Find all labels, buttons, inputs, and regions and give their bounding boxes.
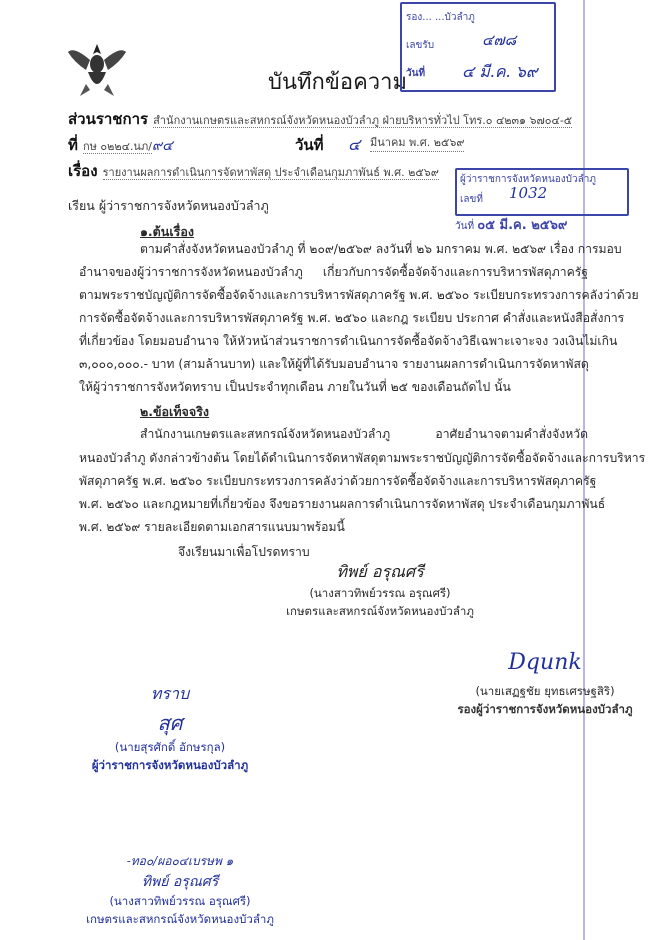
signer-position: เกษตรและสหกรณ์จังหวัดหนองบัวลำภู — [86, 912, 274, 926]
governor-receipt-stamp — [455, 168, 629, 216]
section2-line: พ.ศ. ๒๕๖๐ และกฎหมายที่เกี่ยวข้อง จึงขอรายงานผลการดำเนินการจัดหาพัสดุ ประจำเดือนกุมภาพันธ์ — [79, 497, 606, 511]
handwritten-note: -ทอ๐/ผอ๐๔เบรษพ ๑ — [126, 854, 234, 868]
stamp-no-label: เลขรับ — [406, 40, 435, 51]
addressee: เรียน ผู้ว่าราชการจังหวัดหนองบัวลำภู — [68, 198, 269, 213]
date-value: มีนาคม พ.ศ. ๒๕๖๙ — [370, 133, 464, 152]
ref-label: ที่ — [68, 136, 78, 154]
section1-line: ตามพระราชบัญญัติการจัดซื้อจัดจ้างและการบริหารพัสดุภาครัฐ พ.ศ. ๒๕๖๐ ระเบียบกระทรวงการคลังว่าด้วย — [79, 288, 639, 302]
closing-line: จึงเรียนมาเพื่อโปรดทราบ — [178, 545, 310, 559]
stamp-header: ผู้ว่าราชการจังหวัดหนองบัวลำภู — [460, 174, 596, 185]
garuda-emblem-icon — [66, 40, 128, 98]
signature: สุศ — [157, 711, 183, 735]
signature: Dqunk — [508, 650, 582, 675]
section1-line: อำนาจของผู้ว่าราชการจังหวัดหนองบัวลำภู เกี่ยวกับการจัดซื้อจัดจ้างและการบริหารพัสดุภาครัฐ — [79, 265, 588, 279]
stamp-date-label: วันที่ — [455, 221, 475, 232]
signer-name: (นางสาวทิพย์วรรณ อรุณศรี) — [309, 586, 451, 600]
signer-position: รองผู้ว่าราชการจังหวัดหนองบัวลำภู — [457, 702, 633, 716]
subject-value: รายงานผลการดำเนินการจัดหาพัสดุ ประจำเดือนกุมภาพันธ์ พ.ศ. ๒๕๖๙ — [102, 166, 439, 179]
stamp-date-label: วันที่ — [406, 68, 426, 79]
signer-position: ผู้ว่าราชการจังหวัดหนองบัวลำภู — [91, 758, 249, 772]
ref-handwritten: ๙๔ — [151, 138, 173, 154]
section1-line: ให้ผู้ว่าราชการจังหวัดทราบ เป็นประจำทุกเดือน ภายในวันที่ ๒๕ ของเดือนถัดไป นั้น — [79, 380, 511, 394]
date-handwritten: ๔ — [348, 135, 361, 154]
section2-line: สำนักงานเกษตรและสหกรณ์จังหวัดหนองบัวลำภู อาศัยอำนาจตามคำสั่งจังหวัด — [140, 427, 588, 441]
stamp-no-value: ๔๗๘ — [482, 31, 517, 49]
section2-line: พัสดุภาครัฐ พ.ศ. ๒๕๖๐ ระเบียบกระทรวงการคลังว่าด้วยการจัดซื้อจัดจ้างและการบริหารพัสดุภาครัฐ — [79, 474, 597, 488]
signer-position: เกษตรและสหกรณ์จังหวัดหนองบัวลำภู — [286, 604, 474, 618]
section1-line: การจัดซื้อจัดจ้างและการบริหารพัสดุภาครัฐ พ.ศ. ๒๕๖๐ และกฎ ระเบียบ ประกาศ คำสั่งและหนังสือสั่งการ — [79, 311, 625, 325]
section2-line: หนองบัวลำภู ดังกล่าวข้างต้น โดยได้ดำเนินการจัดหาพัสดุตามพระราชบัญญัติการจัดซื้อจัดจ้างและการบริหาร — [79, 451, 646, 465]
agency-value: สำนักงานเกษตรและสหกรณ์จังหวัดหนองบัวลำภู ฝ่ายบริหารทั่วไป โทร.๐ ๔๒๓๑ ๖๗๐๔-๕ — [153, 114, 573, 127]
subject-label: เรื่อง — [68, 162, 98, 180]
signature: ทิพย์ อรุณศรี — [336, 562, 424, 581]
section1-line: ที่เกี่ยวข้อง โดยมอบอำนาจ ให้หัวหน้าส่วนราชการดำเนินการจัดซื้อจัดจ้างวิธีเฉพาะเจาะจง วงเงินไม่เกิน — [79, 334, 618, 348]
memo-title: บันทึกข้อความ — [268, 70, 408, 95]
agency-label: ส่วนราชการ — [68, 110, 149, 128]
stamp-date-value: ๐๕ มี.ค. ๒๕๖๙ — [477, 218, 568, 233]
signer-name: (นายสุรศักดิ์ อักษรกุล) — [114, 740, 226, 754]
stamp-header: รอง... ...บัวลำภู — [406, 12, 475, 23]
section2-heading: ๒.ข้อเท็จจริง — [140, 404, 210, 419]
signer-name: (นางสาวทิพย์วรรณ อรุณศรี) — [109, 894, 251, 908]
stamp-no-value: 1032 — [509, 184, 548, 202]
section1-line: ๓,๐๐๐,๐๐๐.- บาท (สามล้านบาท) และให้ผู้ที่ได้รับมอบอำนาจ รายงานผลการดำเนินการจัดหาพัสดุ — [79, 357, 589, 371]
stamp-date-value: ๔ มี.ค. ๖๙ — [462, 62, 538, 81]
date-label: วันที่ — [295, 136, 324, 154]
stamp-no-label: เลขที่ — [460, 194, 483, 205]
signature: ทราบ — [150, 684, 190, 703]
section2-line: พ.ศ. ๒๕๖๙ รายละเอียดตามเอกสารแนบมาพร้อมนี้ — [79, 520, 345, 534]
signer-name: (นายเสฏฐชัย ยุทธเศรษฐสิริ) — [475, 684, 615, 698]
section1-heading: ๑.ต้นเรื่อง — [140, 224, 194, 239]
receipt-stamp — [400, 2, 556, 92]
ref-value: กษ ๐๒๒๔.นภ/ — [82, 140, 152, 153]
section1-line: ตามคำสั่งจังหวัดหนองบัวลำภู ที่ ๒๐๙/๒๕๖๙ ลงวันที่ ๒๖ มกราคม พ.ศ. ๒๕๖๙ เรื่อง การมอบ — [140, 242, 622, 256]
signature: ทิพย์ อรุณศรี — [141, 874, 219, 890]
